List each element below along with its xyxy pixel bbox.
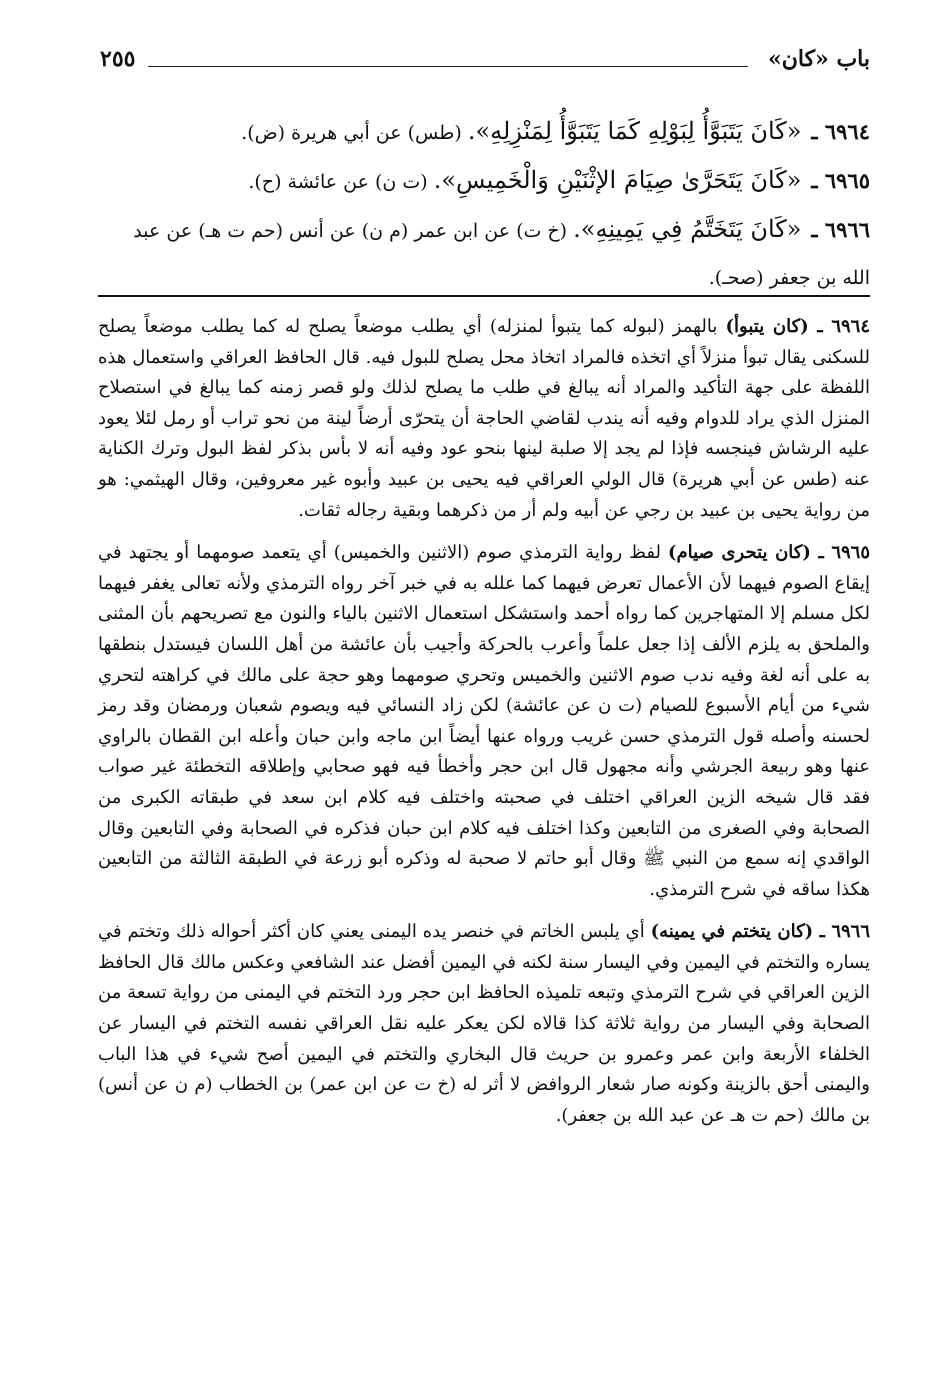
commentary-body: لفظ رواية الترمذي صوم (الاثنين والخميس) أي يتعمد صومهما أو يجتهد في إيقاع الصوم فيهما لأن الأعمال تعرض فيهما كما علله به في خبر آخر رواه الترمذي ولأنه تعالى يغفر فيهما لكل مسلم إلا المتهاجرين كما رواه أحمد واستشكل استعمال الاثنين بالياء والنون مع تصريحهم بأن المثنى والملحق به يلزم الألف إذا جعل علماً وأعرب بالحركة وأجيب بأن عائشة من أهل اللسان فيستدل بنطقها به على أنه لغة وفيه ندب صوم الاثنين والخميس وتحري صومهما وهو حجة على مالك في كراهته لتحري شيء من أيام الأسبوع للصيام (ت ن عن عائشة) لكن زاد النسائي فيه ويصوم شعبان ورمضان وقد رمز لحسنه وأصله قول الترمذي حسن غريب ورواه عنها أيضاً ابن ماجه وابن حبان وأعله ابن القطان بالراوي عنها وهو ربيعة الجرشي وأنه مجهول قال ابن حجر وأخطأ فيه فهو صحابي وإطلاقه التخطئة غير صواب فقد قال شيخه الزين العراقي اختلف في صحبته واختلف فيه كلام ابن سعد في طبقاته الكبرى من الصحابة وفي الصغرى من التابعين وكذا اختلف فيه كلام ابن حبان فذكره في الصحابة وفي التابعين وقال الواقدي إنه سمع من النبي ﷺ وقال أبو حاتم لا صحبة له وذكره أبو زرعة في الطبقة الثالثة من التابعين هكذا ساقه في شرح الترمذي. — [98, 542, 870, 900]
page-number: ٢٥٥ — [100, 46, 136, 72]
hadith-text: «كَانَ يَتَخَتَّمُ فِي يَمِينِهِ». — [573, 215, 802, 243]
hadith-source: (خ ت) عن ابن عمر (م ن) عن أنس (حم ت هـ) عن عبد الله بن جعفر (صحـ). — [133, 220, 870, 289]
hadith-number: ٦٩٦٦ ـ — [811, 217, 870, 242]
commentary-head: ٦٩٦٤ ـ (كان يتبوأ) — [725, 316, 870, 337]
commentary-6964 — [98, 312, 870, 526]
commentary-head: ٦٩٦٥ ـ (كان يتحرى صيام) — [667, 542, 870, 564]
section-divider — [98, 295, 870, 297]
hadith-number: ٦٩٦٤ ـ — [811, 119, 870, 144]
commentary-6966 — [98, 917, 870, 1131]
commentary — [98, 312, 870, 1143]
page-header — [100, 44, 870, 80]
hadith-6965 — [110, 157, 870, 206]
hadith-number: ٦٩٦٥ ـ — [811, 168, 870, 193]
hadith-list — [110, 108, 870, 302]
hadith-text: «كَانَ يَتَحَرَّىٰ صِيَامَ الإثْنَيْنِ وَالْخَمِيسِ». — [433, 166, 802, 194]
hadith-text: «كَانَ يَتَبَوَّأُ لِبَوْلِهِ كَمَا يَتَبَوَّأُ لِمَنْزِلِهِ». — [467, 117, 802, 145]
commentary-body: بالهمز (لبوله كما يتبوأ لمنزله) أي يطلب موضعاً يصلح له كما يطلب موضعاً يصلح للسكنى يقال تبوأ منزلاً أي اتخذه فالمراد اتخاذ محل يصلح للبول فيه. قال الحافظ العراقي واستعمال هذه اللفظة على جهة التأكيد والمراد أنه يبالغ في طلب ما يصلح لذلك ولو قصر زمنه كما يبالغ في استصلاح المنزل الذي يراد للدوام وفيه أنه يندب لقاضي الحاجة أن يتحرّى أرضاً لينة من نحو تراب أو رمل لئلا يعود عليه الرشاش فينجسه فإذا لم يجد إلا صلبة لينها بنحو عود وفيه أنه لا بأس بذكر لفظ البول وترك الكناية عنه (طس عن أبي هريرة) قال الولي العراقي فيه يحيى بن عبيد وأبوه غير معروفين، وقال الهيثمي: هو من رواية يحيى بن عبيد بن رجي عن أبيه ولم أر من ذكرهما وبقية رجاله ثقات. — [98, 316, 870, 521]
hadith-6966 — [110, 206, 870, 302]
chapter-title: باب «كان» — [767, 46, 870, 72]
hadith-source: (ت ن) عن عائشة (ح). — [248, 171, 428, 193]
commentary-6965 — [98, 538, 870, 905]
hadith-source: (طس) عن أبي هريرة (ض). — [241, 122, 462, 144]
hadith-6964 — [110, 108, 870, 157]
header-rule — [148, 66, 748, 67]
commentary-body: أي يلبس الخاتم في خنصر يده اليمنى يعني كان أكثر أحواله ذلك وتختم في يساره والتختم في اليمين وفي اليسار سنة لكنه في اليمين أفضل عند الشافعي وعكس مالك قال الحافظ الزين العراقي في شرح الترمذي وتبعه تلميذه الحافظ ابن حجر ورد التختم في اليمنى من رواية تسعة من الصحابة وفي اليسار من رواية ثلاثة كذا قالاه لكن يعكر عليه نقل العراقي نفسه التختم في اليسار عن الخلفاء الأربعة وابن عمر وعمرو بن حريث قال البخاري والتختم في اليمين أصح شيء في هذا الباب واليمنى أحق بالزينة وكونه صار شعار الروافض لا أثر له (خ ت عن ابن عمر) بن الخطاب (م ن عن أنس) بن مالك (حم ت هـ عن عبد الله بن جعفر). — [98, 921, 870, 1126]
commentary-head: ٦٩٦٦ ـ (كان يتختم في يمينه) — [650, 921, 870, 943]
